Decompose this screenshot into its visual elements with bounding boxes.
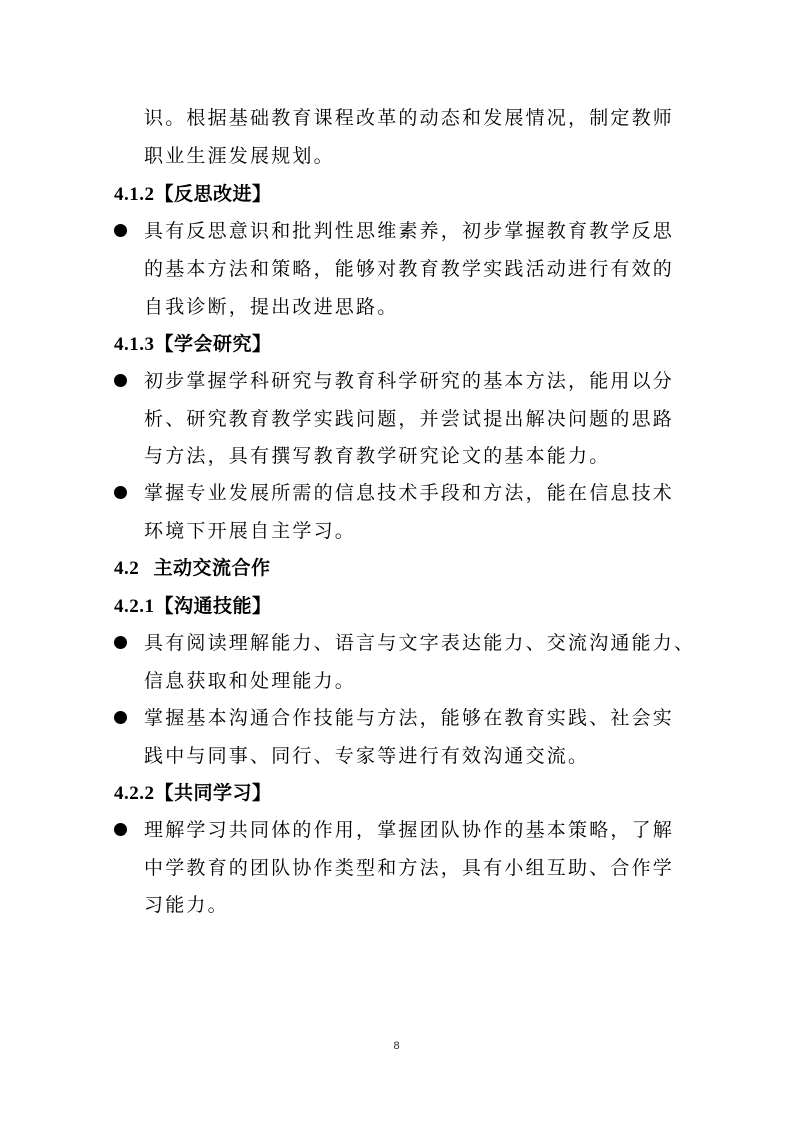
bullet-text-line: 的基本方法和策略，能够对教育教学实践活动进行有效的 xyxy=(144,258,675,280)
section-title: 【沟通技能】 xyxy=(154,595,272,617)
bullet-text-line: 掌握基本沟通合作技能与方法，能够在教育实践、社会实 xyxy=(144,707,675,729)
section-number: 4.2.2 xyxy=(114,783,155,804)
paragraph-line: 识。根据基础教育课程改革的动态和发展情况，制定教师 xyxy=(144,107,675,129)
paragraph-line: 职业生涯发展规划。 xyxy=(144,145,335,167)
section-heading-4-2-1 xyxy=(114,594,272,619)
bullet-icon xyxy=(114,823,127,836)
bullet-text-line: 掌握专业发展所需的信息技术手段和方法，能在信息技术 xyxy=(144,482,675,504)
bullet-icon xyxy=(114,224,127,237)
section-number: 4.1.2 xyxy=(114,184,155,205)
bullet-icon xyxy=(114,374,127,387)
bullet-text-line: 析、研究教育教学实践问题，并尝试提出解决问题的思路 xyxy=(144,408,675,430)
page-number: 8 xyxy=(393,1040,400,1052)
bullet-text-line: 与方法，具有撰写教育教学研究论文的基本能力。 xyxy=(144,445,611,467)
bullet-text-line: 具有反思意识和批判性思维素养，初步掌握教育教学反思 xyxy=(144,220,675,242)
section-title: 主动交流合作 xyxy=(153,557,271,579)
section-number: 4.2.1 xyxy=(114,596,155,617)
bullet-text-line: 环境下开展自主学习。 xyxy=(144,520,357,542)
bullet-text-line: 习能力。 xyxy=(144,894,229,916)
section-heading-4-2 xyxy=(114,556,271,581)
section-heading-4-1-3 xyxy=(114,332,272,357)
bullet-text-line: 自我诊断，提出改进思路。 xyxy=(144,296,399,318)
bullet-text-line: 中学教育的团队协作类型和方法，具有小组互助、合作学 xyxy=(144,857,675,879)
bullet-text-line: 具有阅读理解能力、语言与文字表达能力、交流沟通能力、 xyxy=(144,632,696,654)
section-number: 4.1.3 xyxy=(114,334,155,355)
bullet-icon xyxy=(114,711,127,724)
bullet-icon xyxy=(114,486,127,499)
bullet-icon xyxy=(114,636,127,649)
bullet-text-line: 理解学习共同体的作用，掌握团队协作的基本策略，了解 xyxy=(144,819,675,841)
bullet-text-line: 践中与同事、同行、专家等进行有效沟通交流。 xyxy=(144,745,590,767)
section-number: 4.2 xyxy=(114,558,140,579)
section-title: 【学会研究】 xyxy=(154,333,272,355)
section-heading-4-1-2 xyxy=(114,182,272,207)
section-heading-4-2-2 xyxy=(114,781,272,806)
bullet-text-line: 初步掌握学科研究与教育科学研究的基本方法，能用以分 xyxy=(144,370,675,392)
bullet-text-line: 信息获取和处理能力。 xyxy=(144,670,357,692)
section-title: 【共同学习】 xyxy=(154,782,272,804)
section-title: 【反思改进】 xyxy=(154,183,272,205)
